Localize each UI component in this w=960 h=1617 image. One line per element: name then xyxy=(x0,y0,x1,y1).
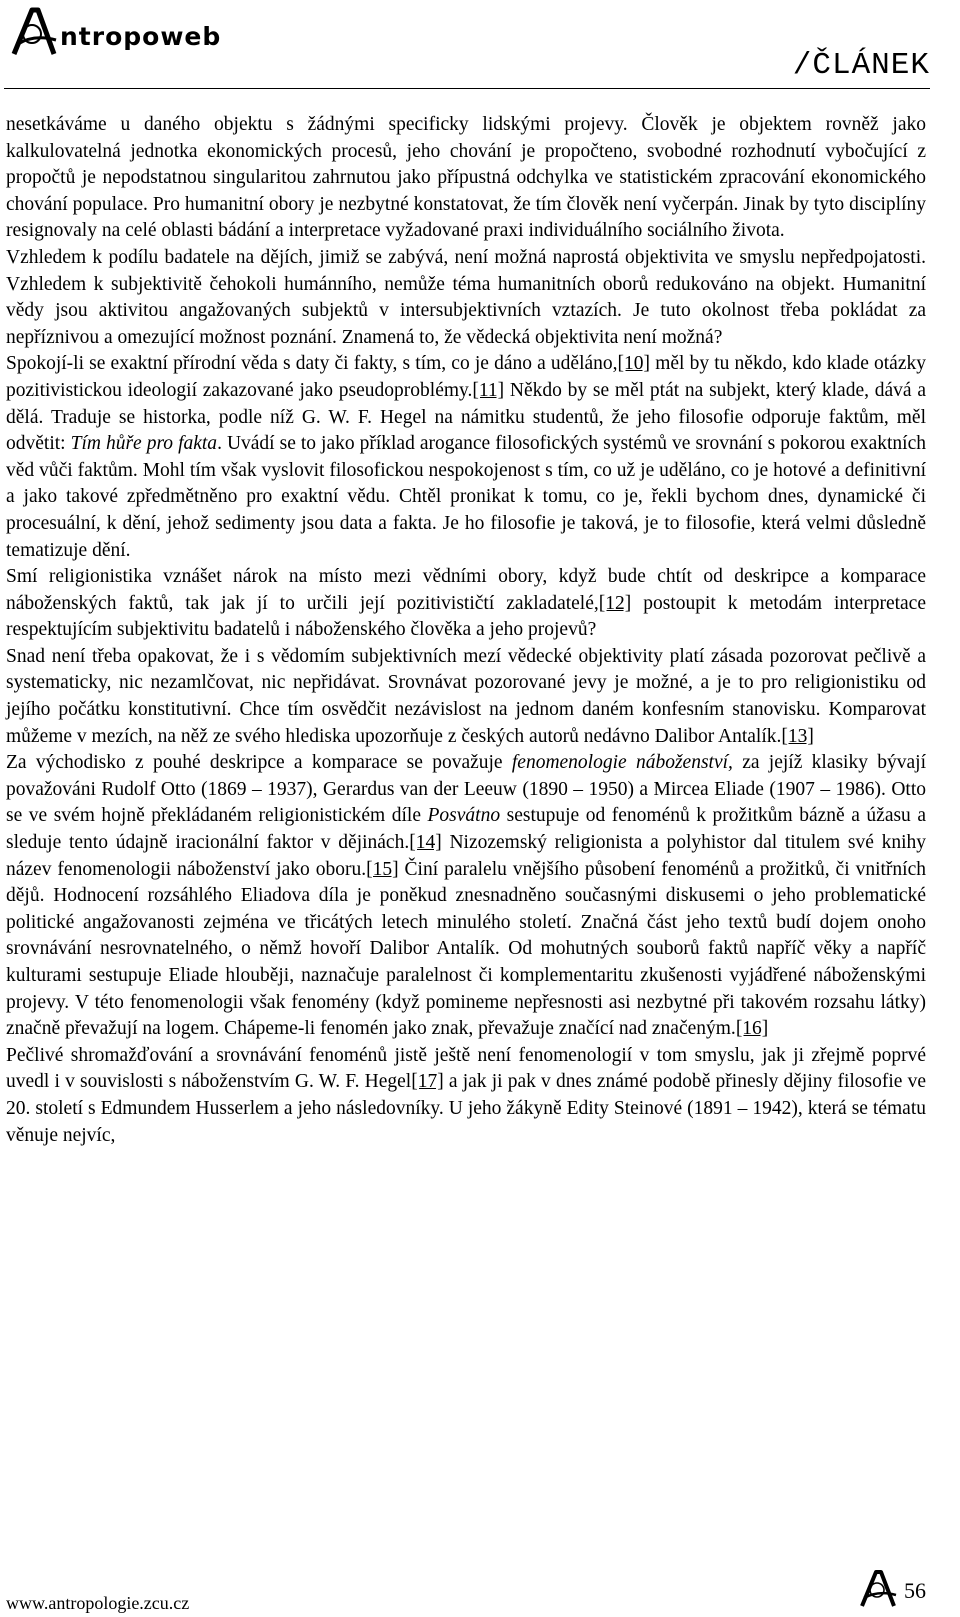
paragraph-7: Pečlivé shromažďování a srovnávání fenoménů jistě ještě není fenomenologií v tom smyslu, jak ji zřejmě poprvé uvedl i v souvislosti s náboženstvím G. W. F. Hegel[17] a jak ji pak v dnes známé podobě přinesly dějiny filosofie ve 20. století s Edmundem Husserlem a jeho následovníky. U jeho žákyně Edity Steinové (1891 – 1942), která se tématu věnuje nejvíc, xyxy=(6,1044,927,1146)
article-body xyxy=(6,112,926,1149)
section-label: /ČLÁNEK xyxy=(792,48,930,83)
page-number: 56 xyxy=(904,1578,926,1603)
footnote-link-10[interactable]: [10] xyxy=(617,353,651,375)
page-header xyxy=(0,0,960,90)
paragraph-5: Snad není třeba opakovat, že i s vědomím subjektivních mezí vědecké objektivity platí zásada pozorovat pečlivě a systematicky, nic nezamlčovat, nic nepřidávat. Srovnávat pozorované jevy je možné, a je to pro religionistiku od jejího počátku konstitutivní. Chce tím osvědčit nezávislost na jednom daném konfesním stanovisku. Komparovat můžeme v mezích, na něž ze svého hlediska upozorňuje z českých autorů nedávno Dalibor Antalík.[13] xyxy=(6,645,926,747)
footnote-link-11[interactable]: [11] xyxy=(472,379,505,401)
term-italic: fenomenologie náboženství, xyxy=(511,752,733,774)
logo-a-icon xyxy=(8,4,60,60)
quote-italic: Tím hůře pro fakta xyxy=(70,433,218,455)
footnote-link-17[interactable]: [17] xyxy=(411,1071,444,1093)
paragraph-4: Smí religionistika vznášet nárok na místo mezi vědními obory, když bude chtít od deskripce a komparace náboženských faktů, tak jak jí to určili její pozitivističtí zakladatelé,[12] postoupit k metodám interpretace respektujícím subjektivitu badatelů i náboženského člověka a jeho projevů? xyxy=(6,566,926,641)
footnote-link-15[interactable]: [15] xyxy=(366,858,399,880)
footer-url[interactable]: www.antropologie.zcu.cz xyxy=(6,1593,190,1613)
paragraph-3: Spokojí-li se exaktní přírodní věda s daty či fakty, s tím, co je dáno a uděláno,[10] měl by tu někdo, kdo klade otázky pozitivistickou ideologií zakazované jako pseudoproblémy.[11] Někdo by se měl ptát na subjekt, který klade, dává a dělá. Traduje se historka, podle níž G. W. F. Hegel na námitku studentů, že jeho filosofie odporuje faktům, měl odvětit: Tím hůře pro fakta. Uvádí se to jako příklad arogance filosofických systémů ve srovnání s pokorou exaktních věd vůči faktům. Mohl tím však vyslovit filosofickou nespokojenost s tím, co už je uděláno, co je hotové a definitivní a jako takové zpředmětněno pro exaktní vědu. Chtěl pronikat k tomu, co je, řekli bychom dnes, dynamické či procesuální, k dění, jehož sedimenty jsou data a fakta. Je ho filosofie je taková, je to filosofie, která velmi důsledně tematizuje dění. xyxy=(6,353,926,561)
paragraph-6: Za východisko z pouhé deskripce a komparace se považuje fenomenologie náboženství, za jejíž klasiky bývají považováni Rudolf Otto (1869 – 1937), Gerardus van der Leeuw (1890 – 1950) a Mircea Eliade (1907 – 1986). Otto se ve svém hojně překládaném religionistickém díle Posvátno sestupuje od fenoménů k prožitkům bázně a úžasu a sleduje tento údajně iracionální faktor v dějinách.[14] Nizozemský religionista a polyhistor dal titulem své knihy název fenomenologii náboženství jako oboru.[15] Činí paralelu vnějšího působení fenoménů a prožitků, či vnitřních dějů. Hodnocení rozsáhlého Eliadova díla je poněkud znesnadněno současnými diskusemi o jeho problematické politické angažovanosti zejména ve třicátých letech minulého století. Značná část jeho textů budí dojem onoho srovnávání nesrovnatelného, o němž hovoří Dalibor Antalík. Od mohutných souborů faktů napříč věky a napříč kulturami sestupuje Eliade hlouběji, naznačuje paralelnost či komplementaritu zkušenosti vyjádřené náboženskými projevy. V této fenomenologii však fenomény (když pomineme nepřesnosti asi nezbytné při takovém rozsahu látky) značně převažují na logem. Chápeme-li fenomén jako znak, převažuje značící nad značeným.[16] xyxy=(6,752,926,1040)
paragraph-1: nesetkáváme u daného objektu s žádnými specificky lidskými projevy. Člověk je objektem rovněž jako kalkulovatelná jednotka ekonomických procesů, jeho chování je propočteno, svobodné rozhodnutí vybočující z propočtů je nepodstatnou singularitou zahrnutou jako přípustná odchylka ve statistickém zpracování ekonomického chování populace. Pro humanitní obory je nezbytné konstatovat, že tím člověk není vyčerpán. Jinak by tyto disciplíny resignovaly na celé oblasti bádání a interpretace vyžadované praxi individuálního sociálního života. xyxy=(6,114,926,242)
footnote-link-12[interactable]: [12] xyxy=(598,592,632,614)
footnote-link-14[interactable]: [14] xyxy=(409,832,442,854)
antropoweb-logo xyxy=(8,4,238,64)
page-footer xyxy=(0,1560,960,1617)
paragraph-2: Vzhledem k podílu badatele na dějích, jimiž se zabývá, není možná naprostá objektivita ve smyslu nepředpojatosti. Vzhledem k subjektivitě čehokoli humánního, nemůže téma humanitních oborů redukováno na objekt. Humanitní vědy jsou aktivitou angažovaných subjektů v intersubjektivních vztazích. Je tuto okolnost třeba pokládat za nepříznivou a omezující možnost poznání. Znamená to, že vědecká objektivita není možná? xyxy=(6,246,926,348)
logo-text: ntropoweb xyxy=(60,22,222,51)
book-title-italic: Posvátno xyxy=(427,805,501,827)
footnote-link-13[interactable]: [13] xyxy=(781,725,814,747)
header-divider xyxy=(4,88,930,89)
footnote-link-16[interactable]: [16] xyxy=(735,1018,769,1040)
logo-a-small-icon xyxy=(858,1568,898,1610)
